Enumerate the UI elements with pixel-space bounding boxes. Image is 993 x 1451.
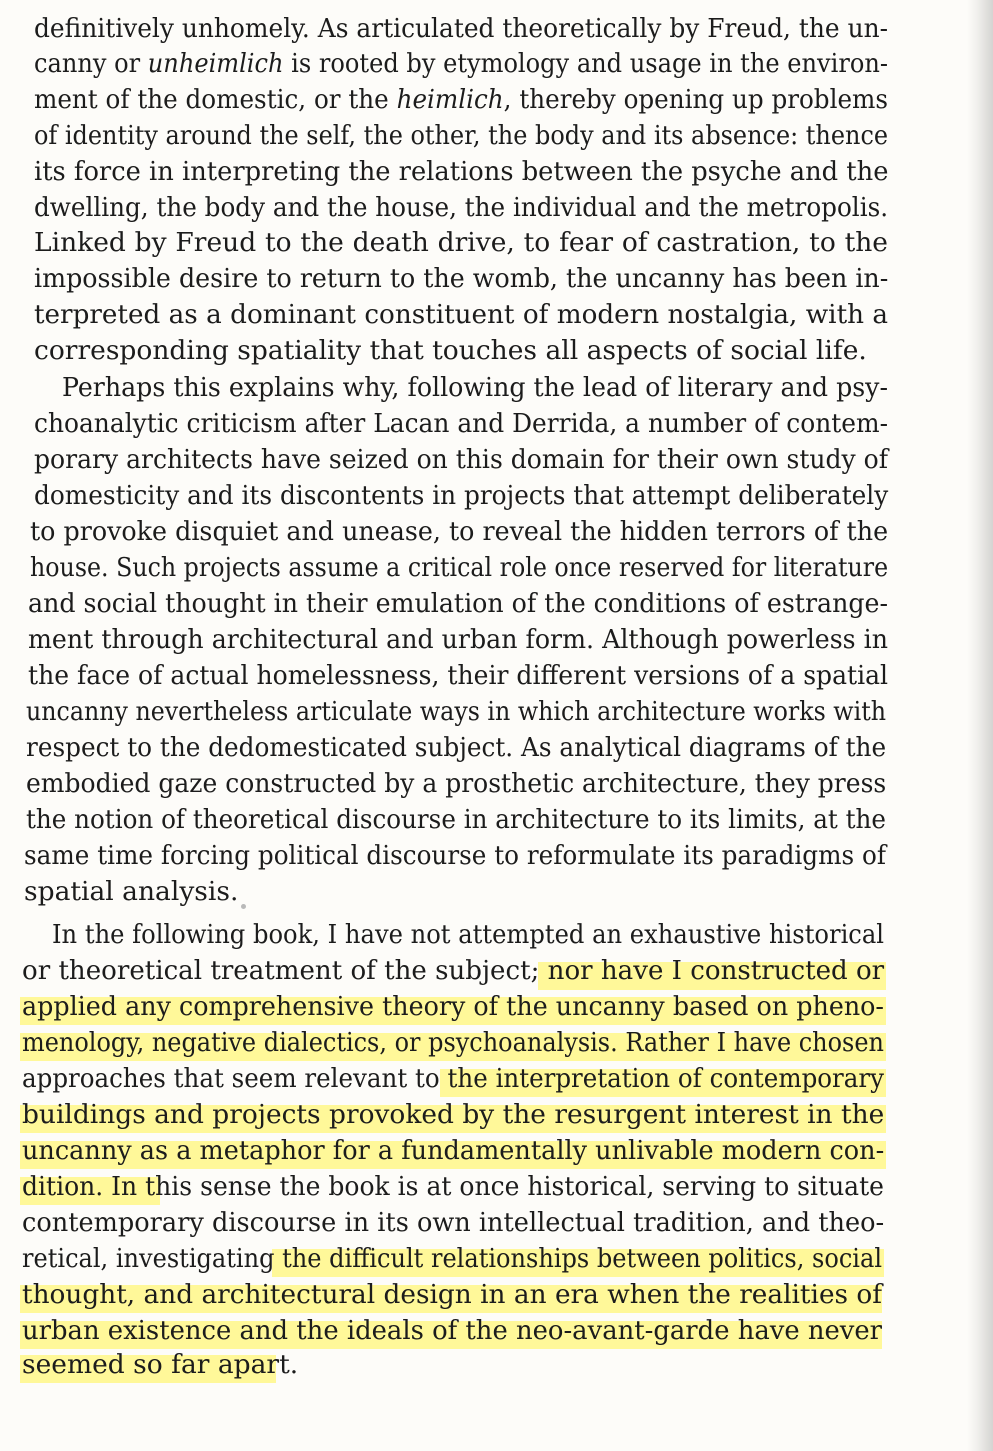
text-line: dition. In this sense the book is at once historical, serving to situate	[22, 1171, 884, 1202]
text-line: In the following book, I have not attempted an exhaustive historical	[52, 919, 885, 950]
text-line: approaches that seem relevant to the interpretation of contemporary	[22, 1063, 885, 1094]
text-line: ment through architectural and urban form. Although powerless in	[28, 624, 889, 655]
text-line: its force in interpreting the relations between the psyche and the	[34, 156, 889, 187]
text-line: retical, investigating the difficult relationships between politics, social	[22, 1243, 883, 1274]
text-line: porary architects have seized on this domain for their own study of	[34, 444, 889, 475]
text-line: house. Such projects assume a critical role once reserved for literature	[30, 552, 889, 583]
text-line: embodied gaze constructed by a prosthetic architecture, they press	[26, 768, 887, 799]
text-line: choanalytic criticism after Lacan and Derrida, a number of contem-	[34, 408, 889, 439]
text-line: the face of actual homelessness, their different versions of a spatial	[28, 660, 889, 691]
text-line: of identity around the self, the other, the body and its absence: thence	[34, 120, 889, 151]
text-line: Linked by Freud to the death drive, to fear of castration, to the	[34, 227, 888, 258]
text-line: terpreted as a dominant constituent of modern nostalgia, with a	[34, 299, 889, 330]
text-line: the notion of theoretical discourse in architecture to its limits, at the	[26, 804, 886, 835]
text-line: urban existence and the ideals of the neo-avant-garde have never	[22, 1315, 883, 1346]
text-line: ment of the domestic, or the heimlich, thereby opening up problems	[34, 84, 889, 115]
text-line: dwelling, the body and the house, the individual and the metropolis.	[34, 192, 889, 223]
text-line: applied any comprehensive theory of the uncanny based on pheno-	[22, 991, 884, 1022]
text-line: corresponding spatiality that touches all aspects of social life.	[34, 335, 867, 366]
text-line: spatial analysis.	[24, 876, 239, 907]
text-line: canny or unheimlich is rooted by etymology and usage in the environ-	[34, 48, 888, 79]
text-line: uncanny as a metaphor for a fundamentally unlivable modern con-	[22, 1135, 885, 1166]
text-line: respect to the dedomesticated subject. As analytical diagrams of the	[26, 732, 887, 763]
text-line: definitively unhomely. As articulated theoretically by Freud, the un-	[34, 13, 889, 44]
text-line: impossible desire to return to the womb, the uncanny has been in-	[34, 263, 889, 294]
text-line: domesticity and its discontents in projects that attempt deliberately	[34, 480, 889, 511]
text-line: uncanny nevertheless articulate ways in which architecture works with	[26, 696, 886, 727]
text-line: Perhaps this explains why, following the lead of literary and psy-	[62, 372, 888, 403]
text-line: and social thought in their emulation of the conditions of estrange-	[28, 588, 889, 619]
text-line: seemed so far apart.	[22, 1349, 299, 1380]
text-line: thought, and architectural design in an era when the realities of	[22, 1279, 883, 1310]
text-line: or theoretical treatment of the subject; nor have I constructed or	[22, 955, 885, 986]
text-line: to provoke disquiet and unease, to reveal the hidden terrors of the	[30, 516, 889, 547]
text-line: buildings and projects provoked by the resurgent interest in the	[22, 1099, 885, 1130]
ink-speck	[241, 904, 246, 909]
text-line: menology, negative dialectics, or psychoanalysis. Rather I have chosen	[22, 1027, 884, 1058]
text-line: same time forcing political discourse to reformulate its paradigms of	[24, 840, 887, 871]
text-line: contemporary discourse in its own intellectual tradition, and theo-	[22, 1207, 885, 1238]
